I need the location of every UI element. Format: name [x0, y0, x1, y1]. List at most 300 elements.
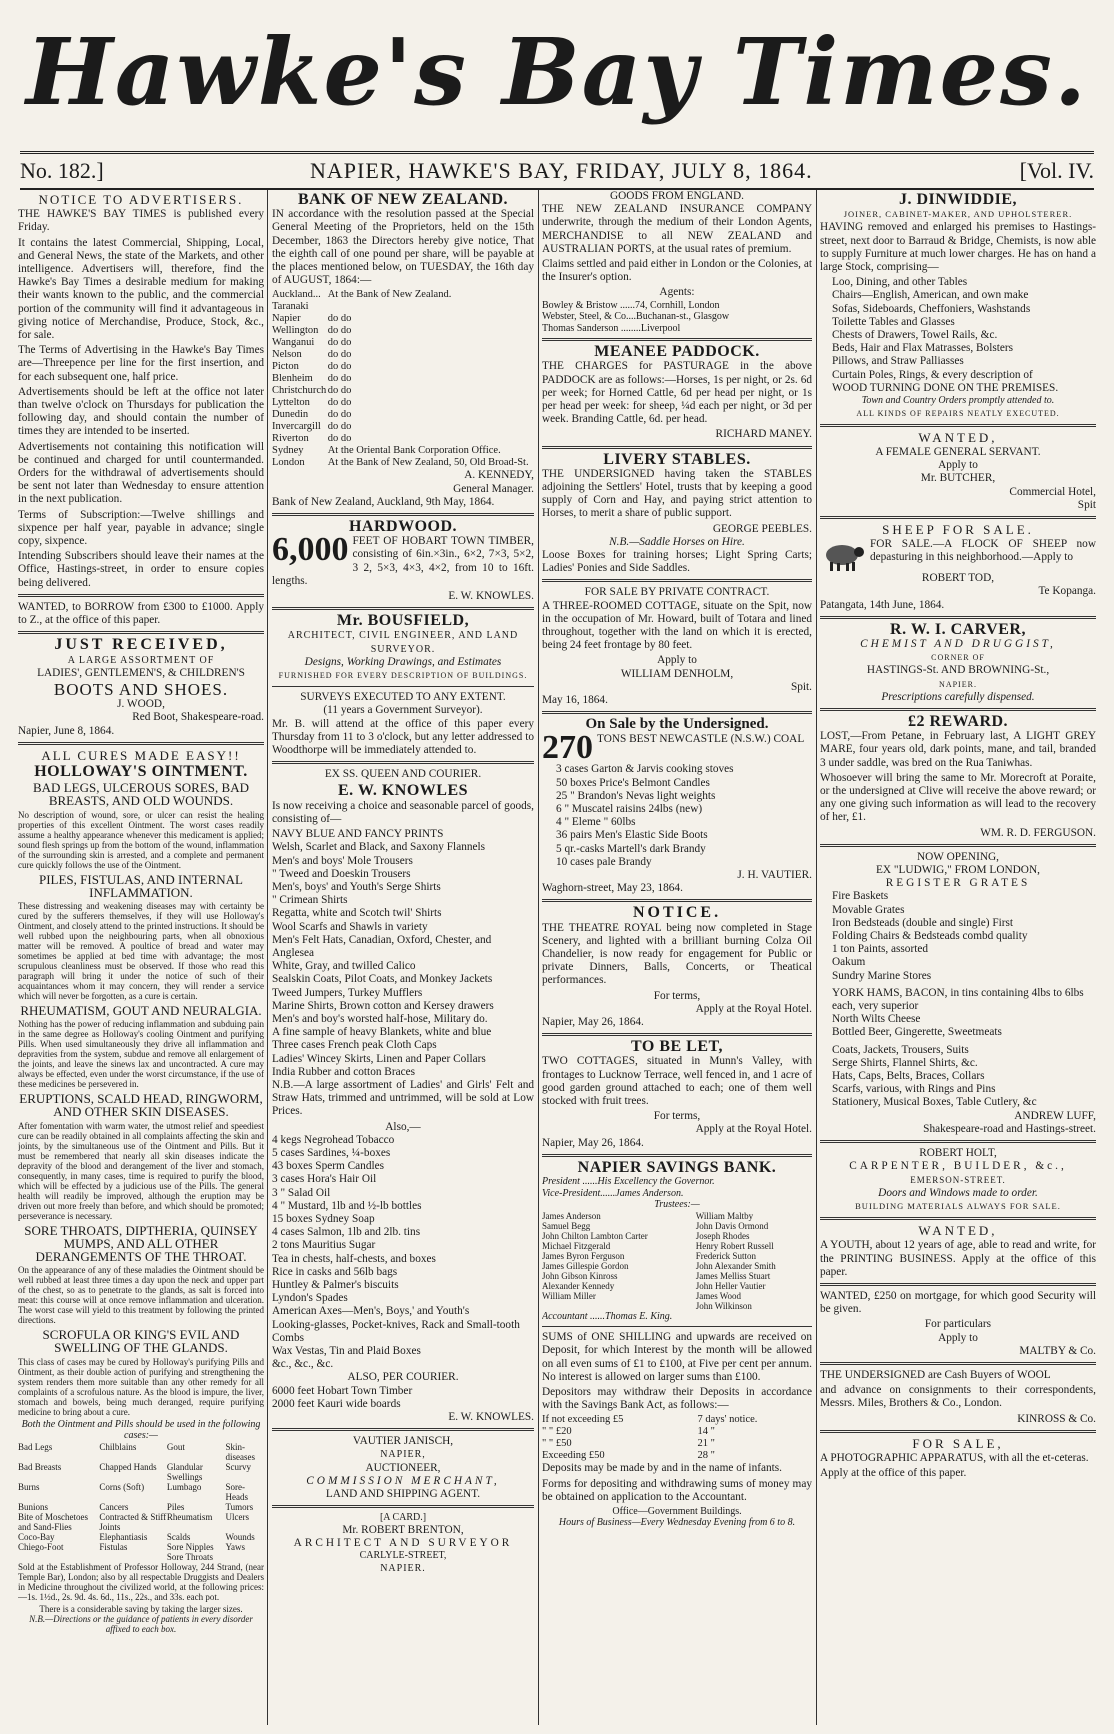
terms-label: For terms, — [653, 1110, 701, 1123]
savings-president: President ......His Excellency the Governor. — [542, 1176, 715, 1188]
table-cell: Nelson — [272, 349, 302, 361]
notice-text: Intending Subscribers should leave their names at the Office, Hastings-street, in order to ensure copies being delivered. — [18, 550, 264, 589]
volume-number: [Vol. IV. — [1019, 158, 1094, 183]
list-item: 4 cases Salmon, 1lb and 2lb. tins — [272, 1226, 421, 1239]
list-item: Huntley & Palmer's biscuits — [272, 1279, 399, 1291]
divider — [272, 513, 534, 516]
notice-text: Terms of Subscription:—Twelve shillings and sixpence per half year, payable in advance; single copy, sixpence. — [18, 508, 264, 548]
list-item: 3 cases Garton & Jarvis cooking stoves — [556, 763, 734, 776]
knowles-signature: E. W. KNOWLES. — [448, 1411, 534, 1424]
list-item: Thomas Sanderson ........Liverpool — [542, 322, 681, 334]
table-cell: Ulcers — [225, 1511, 249, 1522]
table-cell: William Miller — [542, 1290, 596, 1301]
list-item: Men's, boys' and Youth's Serge Shirts — [272, 880, 441, 893]
list-item: Men's and boy's worsted half-hose, Military do. — [272, 1012, 488, 1025]
trustee-row — [542, 1261, 812, 1271]
reward-heading: £2 REWARD. — [907, 713, 1009, 730]
table-cell: Michael Fitzgerald — [542, 1240, 611, 1251]
table-cell: Piles — [166, 1501, 185, 1512]
divider — [542, 1326, 812, 1327]
table-cell: Taranaki — [272, 301, 309, 313]
table-cell: Wellington — [272, 325, 319, 337]
table-cell: do do — [327, 373, 352, 385]
kinross-signature: KINROSS & Co. — [1017, 1412, 1096, 1425]
divider — [820, 1283, 1096, 1286]
list-item: North Wilts Cheese — [832, 1013, 921, 1026]
table-cell — [18, 1552, 99, 1562]
list-item: Folding Chairs & Bedsteads combd quality — [832, 930, 1028, 943]
divider — [820, 424, 1096, 427]
particulars-label: For particulars — [924, 1318, 992, 1331]
vautier-place: NAPIER, — [380, 1449, 426, 1461]
table-cell: Chilblains — [99, 1441, 137, 1452]
divider — [18, 742, 264, 745]
sheep-text: FOR SALE.—A FLOCK OF SHEEP now depasturing in this neighborhood.—Apply to — [870, 538, 1096, 564]
divider — [272, 607, 534, 610]
savings-text4: Forms for depositing and withdrawing sums of money may be obtained on application to the Accountant. — [542, 1477, 812, 1503]
trustees-label: Trustees:— — [654, 1199, 700, 1211]
bank-title: General Manager. — [453, 482, 534, 495]
table-cell: do do — [327, 433, 352, 445]
list-item: Men's Felt Hats, Canadian, Oxford, Chester, and Anglesea — [272, 933, 492, 959]
wanted-heading: WANTED, — [918, 1223, 998, 1239]
disease-row — [18, 1502, 264, 1512]
hardwood-text: FEET OF HOBART TOWN TIMBER, consisting of 6in.×3in., 6×2, 7×3, 5×2, 3 2, 5×3, 4×3, 4×2, from 10 to 16ft. lengths. — [272, 535, 534, 587]
livery-nb: N.B.—Saddle Horses on Hire. — [609, 535, 745, 548]
table-cell: Coco-Bay — [18, 1531, 55, 1542]
butcher-name: Mr. BUTCHER, — [920, 472, 996, 485]
list-item: " Tweed and Doeskin Trousers — [272, 867, 411, 880]
jr-name: J. WOOD, — [117, 698, 165, 711]
bank-place-row — [272, 313, 534, 325]
bousfield-designs: Designs, Working Drawings, and Estimates — [304, 655, 502, 668]
ludwig: EX "LUDWIG," FROM LONDON, — [876, 864, 1040, 877]
table-cell: do do — [327, 349, 352, 361]
list-item: Three cases French peak Cloth Caps — [272, 1039, 437, 1052]
rate-row — [542, 1426, 812, 1438]
table-cell: James Anderson — [542, 1210, 601, 1221]
denholm-name: WILLIAM DENHOLM, — [620, 667, 734, 680]
knowles-text: Is now receiving a choice and seasonable parcel of goods, consisting of— — [272, 799, 534, 825]
table-cell: Wanganui — [272, 337, 315, 349]
tod-name: ROBERT TOD, — [921, 572, 995, 585]
table-cell: Henry Robert Russell — [695, 1240, 774, 1251]
knowles-nb: N.B.—A large assortment of Ladies' and Girls' Felt and Straw Hats, trimmed and untrimmed, will be sold at Low Prices. — [272, 1078, 534, 1118]
sheep-date: Patangata, 14th June, 1864. — [820, 598, 945, 611]
table-cell: Blenheim — [272, 373, 313, 385]
table-cell: " " £50 — [542, 1438, 572, 1450]
private-sale-text: A THREE-ROOMED COTTAGE, situate on the Spit, now in the occupation of Mr. Howard, built of Totara and lined throughout, together with the land on which it is erected, being 24 feet frontage by 80 feet. — [542, 599, 812, 652]
private-sale-heading: FOR SALE BY PRIVATE CONTRACT. — [584, 586, 770, 599]
list-item: 3 cases Hora's Hair Oil — [272, 1173, 377, 1186]
livery-heading: LIVERY STABLES. — [603, 450, 751, 468]
carver-prescriptions: Prescriptions carefully dispensed. — [881, 690, 1035, 703]
livery-signature: GEORGE PEEBLES. — [712, 522, 812, 535]
table-cell: Gout — [166, 1441, 185, 1452]
photo-text2: Apply at the office of this paper. — [820, 1467, 967, 1480]
section-text: Nothing has the power of reducing inflammation and subduing pain in the same degree as Holloway's cooling Ointment and purifying Pills. When used simultaneously they drive all inflammation and depravities from the system, subdue and remove all enlargement of the joints, and leave the sinews lax and uncontracted. A cure may always be effected, even under the worst circumstance, if the use of these medicines be persevered in. — [18, 1019, 264, 1090]
list-item: Regatta, white and Scotch twil' Shirts — [272, 907, 442, 920]
section-text: After fomentation with warm water, the utmost relief and speediest cure can be readily obtained in all complaints affecting the skin and joints, by the simultaneous use of the Ointment and Pills. But it must be remembered that nearly all skin diseases indicate the depravity of the blood and derangement of the liver and stomach, consequently, in many cases, time is required to purify the blood, which will be effected by a judicious use of the Pills. The general health will readily be improved, although the eruption may be driven out more freely than before, and which should be promoted; perseverance is necessary. — [18, 1120, 264, 1221]
list-item: 15 boxes Sydney Soap — [272, 1212, 375, 1225]
meanee-text: THE CHARGES for PASTURAGE in the above PADDOCK are as follows:—Horses, 1s per night, or 2s. 6d per week; for Horned Cattle, 6d per head per night, or 1s per head per week: for sheep, ¼d each per night, or 3d per week. Branding Cattle, 6d. per head. — [542, 360, 812, 426]
trustee-row — [542, 1221, 812, 1231]
meanee-heading: MEANEE PADDOCK. — [594, 343, 760, 361]
divider — [18, 594, 264, 597]
table-cell: At the Oriental Bank Corporation Office. — [327, 445, 501, 457]
table-cell: London — [272, 457, 305, 469]
divider — [542, 579, 812, 582]
table-cell: William Maltby — [695, 1210, 754, 1221]
dinwiddie-repairs: ALL KINDS OF REPAIRS NEATLY EXECUTED. — [856, 408, 1060, 418]
table-cell: Christchurch — [272, 385, 327, 397]
section-heading: BAD LEGS, ULCEROUS SORES, BAD BREASTS, AND OLD WOUNDS. — [33, 780, 249, 809]
list-item: 10 cases pale Brandy — [556, 855, 652, 868]
list-item: &c., &c., &c. — [272, 1358, 334, 1371]
list-item: White, Gray, and twilled Calico — [272, 960, 416, 973]
savings-text3: Deposits may be made by and in the name of infants. — [542, 1462, 782, 1475]
goods-text2: Claims settled and paid either in London or the Colonies, at the Insurer's option. — [542, 258, 812, 284]
reward-text2: Whosoever will bring the same to Mr. Morecroft at Poraite, or the undersigned at Clive will receive the above reward; or any one giving such information as will lead to the recovery of her, £1. — [820, 771, 1096, 824]
table-cell: Fistulas — [99, 1541, 128, 1552]
table-cell — [328, 301, 534, 313]
rates-table — [542, 1414, 812, 1462]
wanted-heading: WANTED, — [918, 429, 998, 445]
list-item: 36 pairs Men's Elastic Side Boots — [556, 829, 708, 842]
dinwiddie-sub: JOINER, CABINET-MAKER, AND UPHOLSTERER. — [843, 209, 1073, 220]
carver-address: HASTINGS-St. AND BROWNING-St., — [866, 664, 1050, 677]
apply-to: Apply to — [938, 1331, 978, 1344]
meanee-signature: RICHARD MANEY. — [715, 428, 812, 441]
list-item: Chests of Drawers, Towel Rails, &c. — [832, 329, 998, 342]
coal-number: 270 — [542, 729, 593, 767]
section-text: On the appearance of any of these maladies the Ointment should be well rubbed at least three times a day upon the neck and upper part of the chest, so as to penetrate to the glands, as salt is forced into meat: this course will at once remove inflammation and ulceration. The worst case will yield to this treatment by following the printed directions. — [18, 1265, 264, 1326]
list-item: 43 boxes Sperm Candles — [272, 1160, 385, 1173]
disease-row — [18, 1542, 264, 1552]
table-cell: Bunions — [18, 1501, 49, 1512]
holt-materials: BUILDING MATERIALS ALWAYS FOR SALE. — [855, 1200, 1061, 1211]
apply-hotel: Apply at the Royal Hotel. — [695, 1123, 812, 1136]
mortgage-text: WANTED, £250 on mortgage, for which good Security will be given. — [820, 1289, 1096, 1316]
table-cell: Alexander Kennedy — [542, 1280, 615, 1291]
column-rule — [267, 190, 268, 1725]
table-cell: James Wood — [695, 1290, 742, 1301]
coal-text: TONS BEST NEWCASTLE (N.S.W.) COAL — [597, 733, 805, 746]
list-item: Lyndon's Spades — [272, 1292, 348, 1305]
table-cell: John Wilkinson — [695, 1300, 752, 1311]
list-item: Wax Vestas, Tin and Plaid Boxes — [272, 1345, 421, 1358]
notice-text: THE HAWKE'S BAY TIMES is published every Friday. — [18, 208, 264, 234]
list-item: 25 " Brandon's Nevas light weights — [556, 789, 716, 802]
now-opening: NOW OPENING, — [916, 850, 999, 863]
bank-place-row — [272, 445, 534, 457]
table-cell: do do — [327, 397, 352, 409]
both-note: Both the Ointment and Pills should be used in the following cases:— — [21, 1418, 261, 1442]
table-cell: John Gibson Kinross — [542, 1270, 618, 1281]
directions-note: N.B.—Directions or the guidance of patients in every disorder affixed to each box. — [29, 1613, 253, 1634]
table-cell: Sore Throats — [166, 1551, 213, 1562]
holt-street: EMERSON-STREET. — [910, 1174, 1006, 1185]
bank-from: Bank of New Zealand, Auckland, 9th May, 1864. — [272, 495, 495, 508]
table-cell: Lyttelton — [272, 397, 310, 409]
table-cell: do do — [327, 361, 352, 373]
butcher-hotel: Commercial Hotel, — [1009, 485, 1096, 498]
column-rule — [538, 190, 539, 1725]
trustee-row — [542, 1281, 812, 1291]
bank-place-row — [272, 361, 534, 373]
table-cell: Joseph Rhodes — [695, 1230, 750, 1241]
divider — [542, 1154, 812, 1157]
bank-place-row — [272, 421, 534, 433]
knowles-items — [272, 828, 534, 1079]
bousfield-heading: Mr. BOUSFIELD, — [336, 612, 470, 630]
list-item: Oakum — [832, 956, 866, 969]
photo-text: A PHOTOGRAPHIC APPARATUS, with all the et-ceteras. — [820, 1451, 1089, 1464]
table-cell — [225, 1552, 264, 1562]
card-label: [A CARD.] — [379, 1512, 427, 1524]
list-item: Men's and boys' Mole Trousers — [272, 854, 413, 867]
table-cell: John Davis Ormond — [695, 1220, 769, 1231]
notice-heading: NOTICE TO ADVERTISERS. — [38, 192, 244, 207]
sheep-heading: SHEEP FOR SALE. — [882, 521, 1034, 537]
vautier-heading: VAUTIER JANISCH, — [352, 1435, 454, 1448]
on-sale-date: Waghorn-street, May 23, 1864. — [542, 882, 683, 895]
divider — [820, 616, 1096, 619]
list-item: Marine Shirts, Brown cotton and Kersey drawers — [272, 999, 494, 1012]
bousfield-surveys: SURVEYS EXECUTED TO ANY EXTENT. — [300, 691, 506, 704]
table-cell: Glandular Swellings — [166, 1461, 203, 1482]
table-cell: At the Bank of New Zealand. — [327, 289, 452, 301]
disease-row — [18, 1462, 264, 1482]
table-cell: James Gillespie Gordon — [542, 1260, 629, 1271]
list-item: Bowley & Bristow ......74, Cornhill, London — [542, 299, 720, 311]
section-text: No description of wound, sore, or ulcer can resist the healing properties of this excellent Ointment. The worst cases readily assume a healthy appearance whenever this medicament is applied; sound flesh springs up from the bottom of the wound, inflammation of the surrounding skin is arrested, and a complete and permanent cure quickly follows the use of the Ointment. — [18, 809, 264, 870]
table-cell: do do — [327, 313, 352, 325]
divider — [542, 446, 812, 449]
rate-row — [542, 1450, 812, 1462]
trustee-row — [542, 1271, 812, 1281]
vautier-signature: J. H. VAUTIER. — [737, 869, 812, 882]
list-item: Beds, Hair and Flax Matrasses, Bolsters — [832, 342, 1014, 355]
bank-places-table — [272, 289, 534, 469]
section-heading: SORE THROATS, DIPTHERIA, QUINSEY MUMPS, AND ALL OTHER DERANGEMENTS OF THE THROAT. — [24, 1222, 258, 1264]
notice-text: Advertisements should be left at the office not later than twelve o'clock on Thursdays for publication the following day, and should contain the number of times they are intended to be inserted. — [18, 385, 264, 438]
newspaper-title: Hawke's Bay Times. — [26, 18, 1088, 126]
livery-text2: Loose Boxes for training horses; Light Spring Carts; Ladies' Ponies and Side Saddles. — [542, 548, 812, 575]
holloway-heading: HOLLOWAY'S OINTMENT. — [34, 762, 248, 780]
table-cell: At the Bank of New Zealand, 50, Old Broad-St. — [327, 457, 529, 469]
saving-note: There is a considerable saving by taking the larger sizes. — [39, 1603, 243, 1614]
wool-text2: and advance on consignments to their correspondents, Messrs. Miles, Brothers & Co., London. — [820, 1384, 1096, 1410]
table-cell: " " £20 — [542, 1426, 572, 1438]
notice-text: It contains the latest Commercial, Shipping, Local, and General News, the state of the Markets, and other intelligence. Advertisers will, therefore, find the Hawke's Bay Times a desirable medium for making their wants known to the public, and the commercial portion of the community will find it advantageous in giving notice of Merchandise, Produce, Stock, &c., for sale. — [18, 236, 264, 342]
trustee-row — [542, 1211, 812, 1221]
table-cell: James Byron Ferguson — [542, 1250, 625, 1261]
list-item: Toilette Tables and Glasses — [832, 315, 955, 328]
disease-row — [18, 1442, 264, 1462]
disease-row — [18, 1532, 264, 1542]
vautier-auctioneer: AUCTIONEER, — [365, 1461, 441, 1474]
rate-row — [542, 1438, 812, 1450]
list-item: Hats, Caps, Belts, Braces, Collars — [832, 1070, 985, 1083]
dinwiddie-orders: Town and Country Orders promptly attended to. — [861, 395, 1055, 407]
holt-heading: ROBERT HOLT, — [919, 1147, 997, 1160]
carver-corner: CORNER OF — [931, 653, 985, 663]
bank-place-row — [272, 385, 534, 397]
bank-place-row — [272, 457, 534, 469]
dinwiddie-items — [820, 276, 1096, 395]
section-text: This class of cases may be cured by Holloway's purifying Pills and Ointment, as their double action of purifying and strengthening the system renders them more suitable than any other remedy for all complaints of a scrofulous nature. As the blood is impure, the liver, stomach and bowels, being much deranged, require purifying medicine to bring about a cure. — [18, 1356, 264, 1417]
divider — [272, 761, 534, 764]
bank-text: IN accordance with the resolution passed at the Special General Meeting of the Proprietors, held on the 15th December, 1863 the Directors hereby give notice, That the eighth call of one pound per share, will be payable at the places mentioned below, on TUESDAY, the 16th day of AUGUST, 1864:— — [272, 208, 534, 287]
section-heading: SCROFULA OR KING'S EVIL AND SWELLING OF THE GLANDS. — [42, 1327, 240, 1356]
list-item: 50 boxes Price's Belmont Candles — [556, 776, 710, 789]
table-cell: Yaws — [225, 1541, 246, 1552]
wool-text: THE UNDERSIGNED are Cash Buyers of WOOL — [820, 1368, 1051, 1381]
apply-to: Apply to — [938, 459, 978, 472]
hardwood-signature: E. W. KNOWLES. — [448, 590, 534, 603]
table-cell: Exceeding £50 — [542, 1450, 605, 1462]
for-sale-heading: FOR SALE, — [912, 1435, 1004, 1451]
savings-text: SUMS of ONE SHILLING and upwards are received on Deposit, for which Interest by the month will be allowed on all even sums of £1 to £100, at Five per cent per annum. No interest is allowed on larger sums than £100. — [542, 1331, 812, 1383]
table-cell: Picton — [272, 361, 299, 373]
list-item: Tea in chests, half-chests, and boxes — [272, 1252, 436, 1265]
issue-number: No. 182.] — [20, 158, 104, 183]
holt-sub: CARPENTER, BUILDER, &c., — [849, 1160, 1067, 1173]
hardwood-heading: HARDWOOD. — [348, 518, 458, 536]
column-3 — [542, 190, 812, 1725]
list-item: Bottled Beer, Gingerette, Sweetmeats — [832, 1026, 1002, 1039]
divider — [542, 711, 812, 714]
bank-place-row — [272, 397, 534, 409]
divider — [542, 1033, 812, 1036]
divider — [542, 338, 812, 341]
goods-text: THE NEW ZEALAND INSURANCE COMPANY underwrite, through the medium of their London Agents, MERCHANDISE to all NEW ZEALAND and AUSTRALIAN PORTS, at the usual rates of premium. — [542, 203, 812, 255]
savings-vp: Vice-President......James Anderson. — [542, 1187, 684, 1199]
table-cell: Sore Nipples — [166, 1541, 214, 1552]
list-item: Serge Shirts, Flannel Shirts, &c. — [832, 1056, 978, 1069]
divider — [820, 708, 1096, 711]
list-item: YORK HAMS, BACON, in tins containing 4lbs to 6lbs each, very superior — [832, 986, 1084, 1013]
jr-sub: A LARGE ASSORTMENT OF — [67, 654, 215, 666]
trustee-row — [542, 1241, 812, 1251]
list-item: Wool Scarfs and Shawls in variety — [272, 920, 428, 933]
column-rule — [816, 190, 817, 1725]
notice-text: The Terms of Advertising in the Hawke's Bay Times are—Threepence per line for the first insertion, and for each subsequent one, half price. — [18, 344, 264, 383]
list-item: Sundry Marine Stores — [832, 969, 932, 982]
table-cell: John Alexander Smith — [695, 1260, 776, 1271]
table-cell: Dunedin — [272, 409, 309, 421]
maltby-name: MALTBY & Co. — [1019, 1344, 1096, 1357]
savings-text2: Depositors may withdraw their Deposits in accordance with the Savings Bank Act, as follows:— — [542, 1385, 812, 1412]
rate-row — [542, 1414, 812, 1426]
table-cell: 14 " — [697, 1426, 715, 1438]
bank-signature: A. KENNEDY, — [464, 469, 534, 482]
disease-row — [18, 1482, 264, 1502]
vautier-commission: COMMISSION MERCHANT, — [306, 1474, 500, 1487]
wanted-borrow: WANTED, to BORROW from £300 to £1000. Apply to Z., at the office of this paper. — [18, 600, 264, 627]
disease-row — [18, 1512, 264, 1532]
hardwood-number: 6,000 — [272, 531, 349, 569]
divider — [18, 631, 264, 634]
list-item: Movable Grates — [832, 903, 905, 916]
also-heading: Also,— — [385, 1120, 421, 1133]
table-cell: Scurvy — [225, 1461, 251, 1472]
list-item: Sofas, Sideboards, Cheffoniers, Washstands — [832, 302, 1031, 315]
savings-accountant: Accountant ......Thomas E. King. — [542, 1310, 673, 1322]
list-item: 2 tons Mauritius Sugar — [272, 1239, 376, 1252]
reward-text: LOST,—From Petane, in February last, A LIGHT GREY MARE, four years old, dark points, mane, and tail, branded 3 under saddle, was bred on the Rua Taniwhas. — [820, 730, 1096, 769]
table-cell: Sore-Heads — [225, 1481, 248, 1502]
to-let-date: Napier, May 26, 1864. — [542, 1136, 644, 1149]
list-item: WOOD TURNING DONE ON THE PREMISES. — [832, 381, 1059, 394]
ex-ships: EX SS. QUEEN AND COURIER. — [324, 768, 482, 781]
table-cell: Bad Legs — [18, 1441, 53, 1452]
table-cell: John Chilton Lambton Carter — [542, 1230, 648, 1241]
bousfield-furnished: FURNISHED FOR EVERY DESCRIPTION OF BUILDINGS. — [278, 671, 528, 681]
list-item: Rice in casks and 56lb bags — [272, 1265, 398, 1278]
list-item: Scarfs, various, with Rings and Pins — [832, 1083, 996, 1096]
section-heading: PILES, FISTULAS, AND INTERNAL INFLAMMATION. — [38, 871, 244, 900]
opening-items — [820, 890, 1096, 982]
list-item: " Crimean Shirts — [272, 894, 348, 907]
table-cell: Riverton — [272, 433, 309, 445]
carver-sub: CHEMIST AND DRUGGIST, — [860, 637, 1056, 650]
list-item: 4 kegs Negrohead Tobacco — [272, 1133, 395, 1146]
savings-heading: NAPIER SAVINGS BANK. — [577, 1158, 777, 1176]
to-let-text: TWO COTTAGES, situated in Munn's Valley, with frontages to Lucknow Terrace, well fenced in, and 1 acre of good garden ground attached to each; one of them well stocked with fruit trees. — [542, 1055, 812, 1108]
list-item: Loo, Dining, and other Tables — [832, 276, 968, 289]
trustee-row — [542, 1231, 812, 1241]
list-item: Webster, Steel, & Co....Buchanan-st., Glasgow — [542, 311, 730, 323]
masthead — [0, 0, 1114, 150]
savings-office: Office—Government Buildings. — [612, 1505, 742, 1517]
on-sale-items — [542, 763, 812, 869]
to-let-heading: TO BE LET, — [631, 1038, 723, 1056]
table-cell: Contracted & Stiff Joints — [99, 1511, 167, 1532]
also-items — [272, 1134, 534, 1372]
table-cell: If not exceeding £5 — [542, 1414, 624, 1426]
trustees-table — [542, 1211, 812, 1311]
divider — [272, 1428, 534, 1431]
list-item: Curtain Poles, Rings, & every description of — [832, 368, 1033, 381]
section-heading: RHEUMATISM, GOUT AND NEURALGIA. — [20, 1002, 262, 1018]
table-cell: do do — [327, 421, 352, 433]
list-item: Chairs—English, American, and own make — [832, 289, 1029, 302]
divider — [820, 1217, 1096, 1220]
divider — [272, 1505, 534, 1508]
table-cell: Frederick Sutton — [695, 1250, 756, 1261]
bank-place-row — [272, 433, 534, 445]
on-sale-heading: On Sale by the Undersigned. — [585, 716, 769, 733]
bousfield-sub: ARCHITECT, CIVIL ENGINEER, AND LAND SURVEYOR. — [287, 630, 519, 655]
table-cell: Auckland... — [272, 289, 321, 301]
bank-heading: BANK OF NEW ZEALAND. — [297, 191, 509, 208]
opening-items3 — [820, 1044, 1096, 1110]
brenton-street: CARLYLE-STREET, — [359, 1550, 447, 1562]
brenton-name: Mr. ROBERT BRENTON, — [342, 1523, 464, 1536]
table-cell: do do — [327, 337, 352, 349]
bank-place-row — [272, 349, 534, 361]
table-cell: Chapped Hands — [99, 1461, 157, 1472]
savings-hours: Hours of Business—Every Wednesday Evening from 6 to 8. — [558, 1517, 796, 1529]
also-courier: ALSO, PER COURIER. — [347, 1371, 459, 1384]
table-cell — [99, 1552, 166, 1562]
table-cell: Samuel Begg — [542, 1220, 591, 1231]
luff-signature: ANDREW LUFF, — [1014, 1109, 1096, 1122]
table-cell: John Heller Vautier — [695, 1280, 766, 1291]
table-cell: James Melliss Stuart — [695, 1270, 771, 1281]
